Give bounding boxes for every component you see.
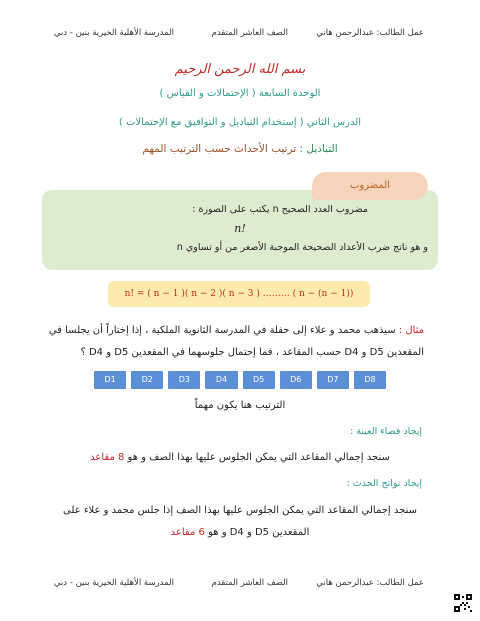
seat-row [94,371,386,389]
qr-code-icon [454,594,472,612]
sample-space-answer: 8 مقاعد [90,452,125,463]
seat-d2: D2 [131,371,163,389]
basmala: بسم الله الرحمن الرحيم [174,62,306,77]
example-line-1-text: سيذهب محمد و علاء إلى حفلة في المدرسة الثانوية الملكية ، إذا إختاراً أن يجلسا في [48,325,396,336]
header-student: عمل الطالب: عبدالرحمن هاني [316,28,424,38]
example-line-2: المقعدين D5 و D4 حسب المقاعد ، فما إحتمال جلوسهما في المقعدين D5 و D4 ؟ [80,347,424,358]
event-outcomes-title: إيجاد نواتج الحدث : [346,478,422,489]
header-grade: الصف العاشر المتقدم [211,28,288,38]
order-note: الترتيب هنا يكون مهماً [194,400,286,411]
footer-student: عمل الطالب: عبدالرحمن هاني [316,578,424,588]
lesson-title: الدرس الثاني ( إستخدام التباديل و التوافيق مع الإحتمالات ) [118,117,362,128]
factorial-line-2: و هو ناتج ضرب الأعداد الصحيحة الموجبة الأصغر من أو تساوي n [176,242,428,253]
example-line-1 [49,325,424,336]
permutations-definition [0,143,480,155]
example-label: مثال : [398,325,424,336]
factorial-line-1: مضروب العدد الصحيح n يكتب على الصورة : [192,204,368,215]
footer-grade: الصف العاشر المتقدم [211,578,288,588]
factorial-symbol: n! [234,222,246,235]
sample-space-line [0,452,480,463]
sample-space-text: سنجد إجمالي المقاعد التي يمكن الجلوس عليها بهذا الصف و هو [127,452,390,463]
seat-d6: D6 [280,371,312,389]
footer-school: المدرسة الأهلية الخيرية بنين - دبي [53,578,174,588]
factorial-formula: n! = ( n − 1 )( n − 2 )( n − 3 ) ……… ( n − (n − 1)) [108,281,370,307]
sample-space-title: إيجاد فضاء العينة : [350,426,422,437]
event-outcomes-line-1: سنجد إجمالي المقاعد التي يمكن الجلوس عليها بهذا الصف إذا جلس محمد و علاء على [63,505,417,516]
unit-title: الوحدة السابعة ( الإحتمالات و القياس ) [159,88,321,99]
permutations-label: التباديل : [299,143,338,155]
seat-d3: D3 [168,371,200,389]
event-outcomes-answer: 6 مقاعد [170,527,205,538]
seat-d5: D5 [243,371,275,389]
seat-d7: D7 [317,371,349,389]
event-outcomes-text: المقعدين D5 و D4 و هو [208,527,310,538]
seat-d8: D8 [354,371,386,389]
seat-d4: D4 [205,371,237,389]
seat-d1: D1 [94,371,126,389]
factorial-tag: المضروب [312,172,428,200]
permutations-text: ترتيب الأحداث حسب الترتيب المهم [142,143,297,155]
header-school: المدرسة الأهلية الخيرية بنين - دبي [53,28,174,38]
event-outcomes-line-2 [0,527,480,538]
